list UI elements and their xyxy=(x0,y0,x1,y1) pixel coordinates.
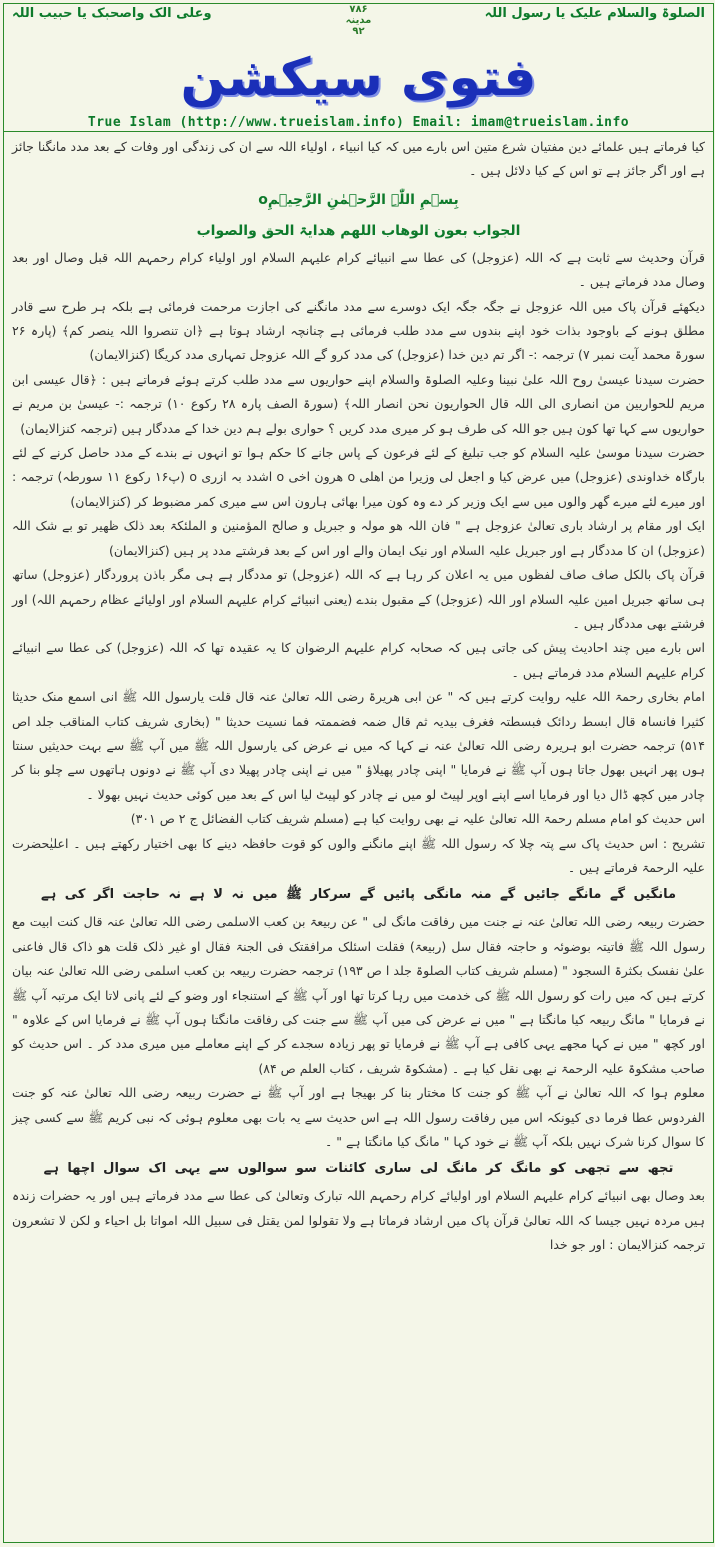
header-salutation-left: وعلی الک واصحبک یا حبیب اللہ xyxy=(12,6,212,21)
page-title: فتوی سیکشن xyxy=(180,48,537,108)
paragraph: اس بارے میں چند احادیث پیش کی جاتی ہیں کہ صحابہ کرام علیہم الرضوان کا یہ عقیدہ تھا کہ اللہ (عزوجل) کی عطا سے انبیائے کرام علیہم السلام مدد فرماتے ہیں ۔ xyxy=(12,640,705,680)
header-salutation-right: الصلوۃ والسلام علیک یا رسول اللہ xyxy=(484,6,705,21)
page-frame xyxy=(3,3,714,1543)
header-number-word: مدینہ xyxy=(345,15,372,26)
answer-heading: الجواب بعون الوھاب اللھم ھدایۃ الحق والصواب xyxy=(196,222,521,239)
paragraph: حضرت ربیعہ رضی اللہ تعالیٰ عنہ نے جنت میں رفاقت مانگ لی " عن ربیعۃ بن کعب الاسلمی رضی اللہ تعالیٰ عنہ قال کنت ابیت مع رسول اللہ ﷺ فاتیتہ بوضوئہ و حاجتہ فقال سل (ربیعۃ) فقلت اسئلک مرافقتک فی الجنۃ فقال او غیر ذلک قلت ھو ذاک قال فاعنی علیٰ نفسک بکثرۃ السجود " (مسلم شریف کتاب الصلوۃ جلد ا ص ۱۹۳) ترجمہ حضرت ربیعہ بن کعب اسلمی رضی اللہ تعالیٰ عنہ بیان کرتے ہیں کہ میں رات کو رسول اللہ ﷺ کی خدمت میں رہا کرتا تھا اور آپ ﷺ کے استنجاء اور وضو کے لئے پانی لاتا ایک مرتبہ آپ ﷺ نے فرمایا " مانگ ربیعہ کیا مانگتا ہے " میں نے عرض کی میں آپ ﷺ سے جنت کی رفاقت مانگتا ہوں آپ ﷺ نے فرمایا اس کے علاوہ " اور کچھ " میں نے کہا مجھے یہی کافی ہے آپ ﷺ نے فرمایا تو پھر زیادہ سجدے کر کے اپنے معاملے میں میری مدد کر ۔ اس حدیث کو صاحب مشکوۃ علیہ الرحمۃ نے بھی نقل کیا ہے ۔ (مشکوۃ شریف ، کتاب العلم ص ۸۴) xyxy=(12,914,705,1076)
paragraph: بعد وصال بھی انبیائے کرام علیہم السلام اور اولیائے کرام رحمہم اللہ تبارک وتعالیٰ کی عطا سے مدد فرماتے ہیں اور یہ حضرات زندہ ہیں مردہ نہیں جیسا کہ اللہ تعالیٰ قرآن پاک میں ارشاد فرماتا ہے ولا تقولوا لمن یقتل فی سبیل اللہ امواتا بل احیاء و لکن لا تشعرون ترجمہ کنزالایمان : اور جو خدا xyxy=(12,1188,705,1253)
header-number-bottom: ۹۲ xyxy=(352,26,365,37)
paragraph: معلوم ہوا کہ اللہ تعالیٰ نے آپ ﷺ کو جنت کا مختار بنا کر بھیجا ہے اور آپ ﷺ نے حضرت ربیعہ رضی اللہ تعالیٰ عنہ کو جنت الفردوس عطا فرما دی کیونکہ اس میں رفاقت رسول اللہ ہے اس حدیث سے یہ بات بھی معلوم ہوئی کہ نبی کریم ﷺ سے کسی چیز کا سوال کرنا شرک نہیں بلکہ آپ ﷺ نے خود کہا " مانگ کیا مانگتا ہے " ۔ xyxy=(12,1085,705,1150)
paragraph: حضرت سیدنا موسیٰ علیہ السلام کو جب تبلیغ کے لئے فرعون کے پاس جانے کا حکم ہوا تو انہوں نے بندے کے مدد حاصل کرنے کے لئے بارگاہ خداوندی (عزوجل) میں عرض کیا و اجعل لی وزیرا من اھلی o ھرون اخی o اشدد بہ ازری o (پ۱۶ رکوع ۱۱ سورطہ) ترجمہ : اور میرے لئے میرے گھر والوں میں سے ایک وزیر کر دے وہ کون میرا بھائی ہارون اس سے میری کمر مضبوط کر (کنزالایمان) xyxy=(12,445,706,509)
paragraph: حضرت سیدنا عیسیٰ روح اللہ علیٰ نبینا وعلیہ الصلوۃ والسلام اپنے حواریوں سے مدد طلب کرتے ہوئے فرماتے ہیں : ﴿قال عیسی ابن مریم للحواریین من انصاری الی اللہ قال الحواریون نحن انصار اللہ﴾ (سورۃ الصف پارہ ۲۸ رکوع ۱۰) ترجمہ :- عیسیٰ بن مریم نے حواریوں سے کہا تھا کون ہیں جو اللہ کی طرف ہو کر میری مدد کریں ؟ حواری بولے ہم دین خدا کے مددگار ہیں (ترجمہ کنزالایمان) xyxy=(12,371,705,436)
paragraph: اس حدیث کو امام مسلم رحمۃ اللہ تعالیٰ علیہ نے بھی روایت کیا ہے (مسلم شریف کتاب الفضائل ج ۲ ص ۳۰۱) xyxy=(130,811,705,827)
question-text: کیا فرماتے ہیں علمائے دین مفتیان شرع متین اس بارے میں کہ کیا انبیاء ، اولیاء اللہ سے ان کی زندگی اور وفات کے بعد مدد مانگنا جائز ہے اور اگر جائز ہے تو اس کے کیا دلائل ہیں ۔ xyxy=(12,139,705,179)
paragraph: تشریح : اس حدیث پاک سے پتہ چلا کہ رسول اللہ ﷺ اپنے مانگنے والوں کو قوت حافظہ دینے کا بھی اختیار رکھتے ہیں ۔ اعلیٰحضرت علیہ الرحمۃ فرماتے ہیں ۔ xyxy=(12,835,705,875)
paragraph: قرآن وحدیث سے ثابت ہے کہ اللہ (عزوجل) کی عطا سے انبیائے کرام علیہم السلام اور اولیاء کرام رحمہم اللہ قبل وصال اور بعد وصال مدد فرماتے ہیں ۔ xyxy=(12,249,705,290)
bismillah: بِسۡمِ اللّٰہِ الرَّحۡمٰنِ الرَّحِیۡمِo xyxy=(258,191,459,208)
paragraph: ایک اور مقام پر ارشاد باری تعالیٰ عزوجل ہے " فان اللہ ھو مولہ و جبریل و صالح المؤمنین و الملئکۃ بعد ذلک ظھیر تو بے شک اللہ (عزوجل) ان کا مددگار ہے اور جبریل علیہ السلام اور نیک ایمان والے اور اس کے بعد فرشتے مدد پر ہیں (کنزالایمان) xyxy=(12,518,705,558)
paragraph: قرآن پاک بالکل صاف صاف لفظوں میں یہ اعلان کر رہا ہے کہ اللہ (عزوجل) تو مددگار ہے ہی مگر باذن پروردگار (عزوجل) ساتھ ہی ساتھ جبریل امین علیہ السلام اور اللہ (عزوجل) کے مقبول بندے (یعنی انبیائے کرام علیہم السلام اور اولیائے عظام رحمہم اللہ) اور فرشتے بھی مددگار ہیں ۔ xyxy=(12,567,705,631)
header-number-top: ۷۸۶ xyxy=(349,4,368,15)
paragraph: دیکھئے قرآن پاک میں اللہ عزوجل نے جگہ جگہ ایک دوسرے سے مدد مانگنے کی اجازت مرحمت فرمائی ہے بلکہ ہر طرح سے قادر مطلق ہونے کے باوجود بذات خود اپنے بندوں سے مدد طلب فرمائی ہے چنانچہ ارشاد ہوتا ہے ﴿ان تنصروا اللہ ینصر کم﴾ (پارہ ۲۶ سورۃ محمد آیت نمبر ۷) ترجمہ :- اگر تم دین خدا (عزوجل) کی مدد کرو گے اللہ عزوجل تمہاری مدد کریگا (کنزالایمان) xyxy=(12,298,705,363)
paragraph: امام بخاری رحمۃ اللہ علیہ روایت کرتے ہیں کہ " عن ابی ھریرۃ رضی اللہ تعالیٰ عنہ قال قلت یارسول اللہ ﷺ انی اسمع منک حدیثا کثیرا فانساہ قال ابسط ردائک فبسطتہ فغرف بیدیہ ثم قال ضمہ فضممتہ فما نسیت حدیثا " (بخاری شریف کتاب المناقب جلد اص ۵۱۴) ترجمہ حضرت ابو ہریرہ رضی اللہ تعالیٰ عنہ نے کہا کہ میں نے عرض کی یارسول اللہ ﷺ میں آپ ﷺ سے بہت حدیثیں سنتا ہوں پھر انہیں بھول جاتا ہوں آپ ﷺ نے فرمایا " اپنی چادر پھیلاؤ " میں نے اپنی چادر پھیلا دی آپ ﷺ نے دونوں ہاتھوں سے چلو بنا کر چادر میں کچھ ڈال دیا اور فرمایا اسے اپنے اوپر لپیٹ لو میں نے چادر کو لپیٹ لیا اس کے بعد میں کوئی حدیث نہیں بھولا ۔ xyxy=(12,689,705,802)
contact-line: True Islam (http://www.trueislam.info) Email: imam@trueislam.info xyxy=(87,115,630,130)
fatwa-body xyxy=(12,135,705,1258)
poetry-verse: تجھ سے تجھی کو مانگ کر مانگ لی ساری کائنات سو سوالوں سے یہی اک سوال اچھا ہے xyxy=(43,1161,674,1177)
divider xyxy=(4,131,713,132)
poetry-verse: مانگیں گے مانگے جائیں گے منہ مانگی پائیں گے سرکار ﷺ میں نہ لا ہے نہ حاجت اگر کی ہے xyxy=(40,887,677,903)
